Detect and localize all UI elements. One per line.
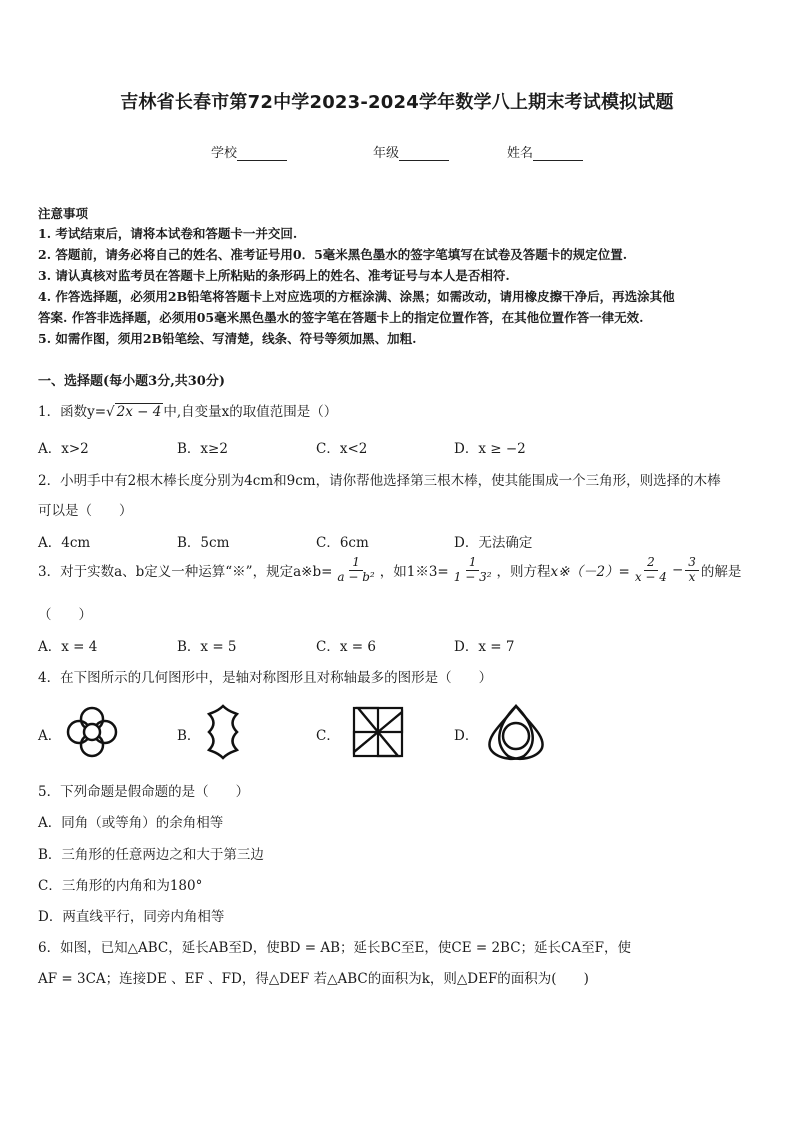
school-label: 学校	[211, 146, 238, 161]
notice-item: 1. 考试结束后，请将本试卷和答题卡一并交回.	[38, 226, 298, 241]
frac-num: 3	[685, 556, 699, 571]
grade-blank	[399, 147, 449, 161]
question-1	[38, 400, 337, 420]
grade-field	[373, 142, 449, 161]
q2-option-c: C．6cm	[316, 535, 369, 551]
q1-option-b: B．x≥2	[177, 441, 228, 457]
question-3-line1	[38, 556, 741, 585]
q1-sqrt-body: 2x − 4	[116, 404, 162, 420]
question-2-line1: 2．小明手中有2根木棒长度分别为4cm和9cm，请你帮他选择第三根木棒，使其能围成一个三角形，则选择的木棒	[38, 473, 721, 489]
name-blank	[533, 147, 583, 161]
q5-option-c: C．三角形的内角和为180°	[38, 878, 203, 894]
curved-vase-figure	[203, 704, 243, 760]
q4-label-d: D．	[454, 728, 479, 744]
q4-label-b: B．	[177, 728, 201, 744]
q2-option-a: A．4cm	[38, 535, 91, 551]
q4-label-c: C．	[316, 728, 340, 744]
q3-fraction-2	[451, 556, 495, 585]
four-petal-flower-figure	[64, 706, 120, 758]
q5-option-d: D．两直线平行，同旁内角相等	[38, 909, 225, 925]
question-2-line2: 可以是（ ）	[38, 503, 133, 519]
pinwheel-figure	[350, 704, 406, 760]
q5-option-a: A．同角（或等角）的余角相等	[38, 815, 224, 831]
notice-item: 4. 作答选择题，必须用2B铅笔将答题卡上对应选项的方框涂满、涂黑；如需改动，请用橡皮擦干净后，再选涂其他	[38, 289, 675, 304]
sqrt-sign: √	[106, 404, 115, 420]
q3-fraction-1	[334, 556, 377, 585]
q2-option-d: D．无法确定	[454, 535, 533, 551]
name-label: 姓名	[507, 146, 534, 161]
school-blank	[237, 147, 287, 161]
question-3-line2: （ ）	[38, 607, 92, 623]
frac-den: x	[688, 569, 696, 584]
q3-minus: −	[671, 562, 684, 579]
q4-label-a: A．	[38, 728, 62, 744]
q3-option-d: D．x = 7	[454, 639, 515, 655]
notice-item: 3. 请认真核对监考员在答题卡上所粘贴的条形码上的姓名、准考证号与本人是否相符.	[38, 268, 510, 283]
frac-den: x − 4	[634, 569, 667, 584]
exam-title: 吉林省长春市第72中学2023-2024学年数学八上期末考试模拟试题	[120, 92, 674, 113]
question-4: 4．在下图所示的几何图形中，是轴对称图形且对称轴最多的图形是（ ）	[38, 670, 493, 686]
q1-suffix: 中,自变量x的取值范围是（）	[163, 404, 338, 420]
notice-item: 5. 如需作图，须用2B铅笔绘、写清楚，线条、符号等须加黑、加粗.	[38, 331, 417, 346]
q3-part3: ，则方程	[496, 564, 551, 581]
q3-fraction-4	[685, 556, 699, 585]
q3-option-c: C．x = 6	[316, 639, 376, 655]
q1-prefix: 1．函数y=	[38, 404, 107, 420]
q3-part3b: x※（－2）=	[550, 564, 630, 581]
notice-heading: 注意事项	[38, 206, 89, 221]
school-field	[211, 142, 287, 161]
q3-part2: ，如1※3=	[379, 564, 449, 581]
question-5: 5．下列命题是假命题的是（ ）	[38, 784, 250, 800]
frac-num: 1	[349, 556, 363, 571]
q3-fraction-3	[632, 556, 670, 585]
notice-item: 答案. 作答非选择题，必须用05毫米黑色墨水的签字笔在答题卡上的指定位置作答，在其他位置作答一律无效.	[38, 310, 644, 325]
name-field	[507, 142, 583, 161]
q2-option-b: B．5cm	[177, 535, 230, 551]
q3-part1: 3．对于实数a、b定义一种运算“※”，规定a※b=	[38, 564, 333, 581]
q3-part4: 的解是	[700, 564, 742, 581]
notice-item: 2. 答题前，请务必将自己的姓名、准考证号用0．5毫米黑色墨水的签字笔填写在试卷及答题卡的规定位置.	[38, 247, 628, 262]
q3-option-b: B．x = 5	[177, 639, 237, 655]
question-6-line2: AF = 3CA；连接DE 、EF 、FD，得△DEF 若△ABC的面积为k，则△DEF的面积为( )	[38, 971, 589, 987]
q1-option-d: D．x ≥ −2	[454, 441, 526, 457]
q5-option-b: B．三角形的任意两边之和大于第三边	[38, 847, 264, 863]
q1-option-c: C．x<2	[316, 441, 368, 457]
q3-option-a: A．x = 4	[38, 639, 98, 655]
triquetra-figure	[484, 702, 548, 762]
question-6-line1: 6．如图，已知△ABC，延长AB至D，使BD = AB；延长BC至E，使CE = 2BC；延长CA至F，使	[38, 940, 631, 956]
frac-num: 1	[466, 556, 480, 571]
frac-den: a − b²	[337, 569, 375, 584]
frac-num: 2	[644, 556, 658, 571]
q1-option-a: A．x>2	[38, 441, 89, 457]
grade-label: 年级	[373, 146, 400, 161]
section-heading: 一、选择题(每小题3分,共30分)	[38, 374, 225, 389]
frac-den: 1 − 3²	[453, 569, 492, 584]
